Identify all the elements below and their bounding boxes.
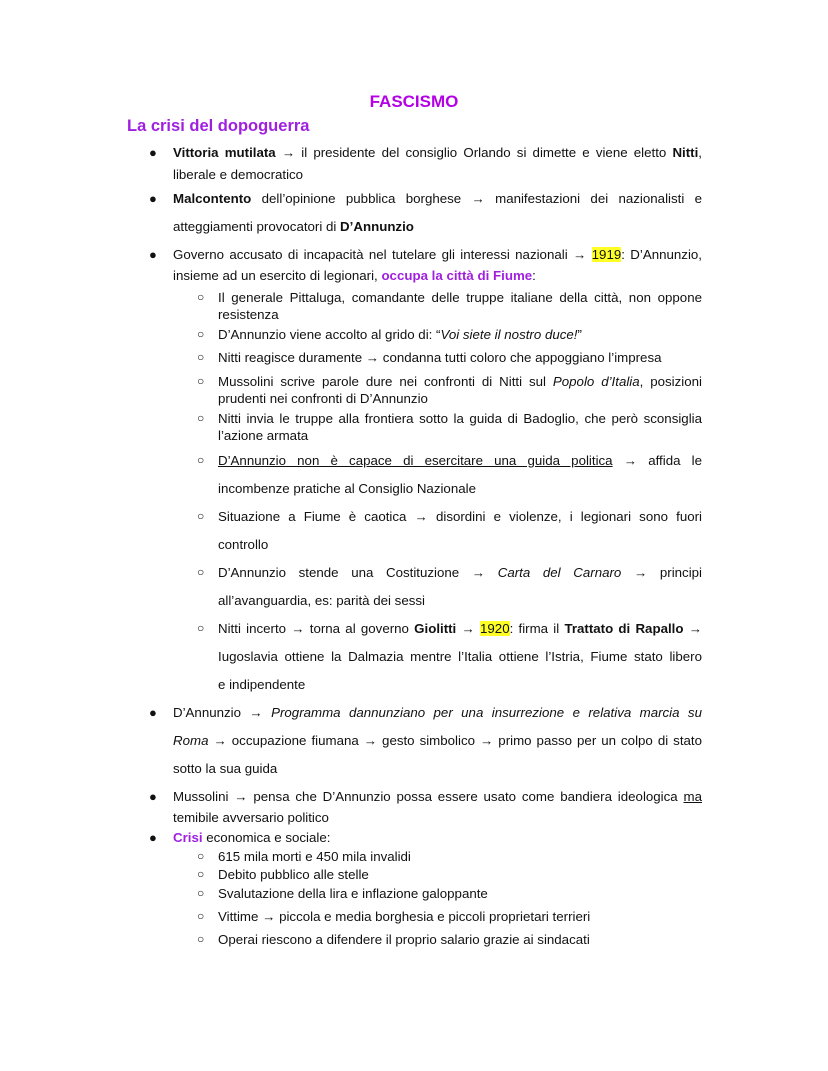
- sub-bullet-circle: ○: [197, 849, 205, 863]
- list-item: [218, 410, 702, 444]
- sub-bullet-circle: ○: [197, 350, 205, 364]
- list-item: [173, 190, 702, 235]
- list-item-line: Crisi economica e sociale:: [173, 830, 331, 845]
- list-item: [218, 908, 702, 925]
- section-title: La crisi del dopoguerra: [127, 117, 310, 135]
- sub-bullet-circle: ○: [197, 374, 205, 388]
- list-item-line: e indipendente: [218, 677, 306, 692]
- list-item-line: Mussolini → pensa che D’Annunzio possa essere usato come bandiera ideologica ma: [173, 789, 702, 804]
- list-item: [218, 452, 702, 497]
- list-item-line: D’Annunzio viene accolto al grido di: “Voi siete il nostro duce!”: [218, 327, 582, 342]
- list-item: [218, 326, 702, 343]
- list-item-line: D’Annunzio → Programma dannunziano per una insurrezione e relativa marcia su: [173, 705, 702, 720]
- highlighted-year: 1920: [480, 621, 510, 636]
- list-item-line: Nitti reagisce duramente → condanna tutti coloro che appoggiano l’impresa: [218, 350, 662, 365]
- sub-bullet-circle: ○: [197, 621, 205, 635]
- list-item-line: temibile avversario politico: [173, 810, 329, 825]
- list-item: [218, 866, 702, 883]
- list-item-line: incombenze pratiche al Consiglio Nazionale: [218, 481, 476, 496]
- bullet-dot: ●: [149, 145, 157, 160]
- list-item-line: atteggiamenti provocatori di D’Annunzio: [173, 219, 414, 234]
- sub-bullet-circle: ○: [197, 565, 205, 579]
- list-item-line: liberale e democratico: [173, 167, 304, 182]
- list-item-line: resistenza: [218, 307, 279, 322]
- list-item-line: 615 mila morti e 450 mila invalidi: [218, 849, 411, 864]
- page-title: FASCISMO: [369, 92, 459, 111]
- list-item: [218, 620, 702, 693]
- bullet-dot: ●: [149, 247, 157, 262]
- sub-bullet-circle: ○: [197, 886, 205, 900]
- sub-bullet-circle: ○: [197, 453, 205, 467]
- highlighted-year: 1919: [591, 247, 622, 262]
- list-item: [173, 144, 702, 183]
- sub-bullet-circle: ○: [197, 509, 205, 523]
- bullet-dot: ●: [149, 789, 157, 804]
- list-item-line: prudenti nei confronti di D’Annunzio: [218, 391, 428, 406]
- bullet-dot: ●: [149, 830, 157, 845]
- sub-bullet-circle: ○: [197, 411, 205, 425]
- list-item-line: Nitti invia le truppe alla frontiera sotto la guida di Badoglio, che però sconsiglia: [218, 411, 702, 426]
- list-item-line: Nitti incerto → torna al governo Giolitti → 1920: firma il Trattato di Rapallo →: [218, 621, 703, 636]
- list-item-line: D’Annunzio stende una Costituzione → Carta del Carnaro → principi: [218, 565, 702, 580]
- list-item-line: Governo accusato di incapacità nel tutelare gli interessi nazionali → 1919: D’Annunzio,: [173, 247, 702, 262]
- sub-bullet-circle: ○: [197, 290, 205, 304]
- list-item-line: Il generale Pittaluga, comandante delle truppe italiane della città, non oppone: [218, 290, 702, 305]
- list-item-line: insieme ad un esercito di legionari, occupa la città di Fiume:: [173, 268, 536, 283]
- list-item-line: Malcontento dell’opinione pubblica borghese → manifestazioni dei nazionalisti e: [173, 191, 702, 206]
- list-item: [173, 704, 702, 777]
- list-item-line: D’Annunzio non è capace di esercitare una guida politica → affida le: [218, 453, 702, 468]
- sub-bullet-circle: ○: [197, 909, 205, 923]
- sub-bullet-circle: ○: [197, 327, 205, 341]
- list-item: [173, 788, 702, 826]
- list-item-line: l’azione armata: [218, 428, 309, 443]
- list-item: [173, 246, 702, 284]
- list-item: [218, 289, 702, 323]
- list-item-line: Debito pubblico alle stelle: [218, 867, 369, 882]
- list-item-line: Svalutazione della lira e inflazione galoppante: [218, 886, 488, 901]
- list-item-line: Vittoria mutilata → il presidente del consiglio Orlando si dimette e viene eletto Nitti,: [173, 145, 702, 160]
- list-item: [218, 931, 702, 948]
- list-item-line: controllo: [218, 537, 269, 552]
- list-item-line: Vittime → piccola e media borghesia e piccoli proprietari terrieri: [218, 909, 591, 924]
- list-item-line: Operai riescono a difendere il proprio salario grazie ai sindacati: [218, 932, 590, 947]
- bullet-dot: ●: [149, 191, 157, 206]
- list-item: [218, 373, 702, 407]
- list-item-line: all’avanguardia, es: parità dei sessi: [218, 593, 425, 608]
- list-item-line: sotto la sua guida: [173, 761, 278, 776]
- list-item: [218, 349, 702, 366]
- list-item: [218, 508, 702, 553]
- sub-bullet-circle: ○: [197, 932, 205, 946]
- list-item: [218, 885, 702, 902]
- sub-bullet-circle: ○: [197, 867, 205, 881]
- list-item: [218, 848, 702, 865]
- bullet-dot: ●: [149, 705, 157, 720]
- list-item-line: Iugoslavia ottiene la Dalmazia mentre l’Italia ottiene l’Istria, Fiume stato libero: [218, 649, 702, 664]
- list-item: [218, 564, 702, 609]
- list-item-line: Mussolini scrive parole dure nei confronti di Nitti sul Popolo d’Italia, posizioni: [218, 374, 702, 389]
- list-item-line: Roma → occupazione fiumana → gesto simbolico → primo passo per un colpo di stato: [173, 733, 702, 748]
- list-item-line: Situazione a Fiume è caotica → disordini e violenze, i legionari sono fuori: [218, 509, 702, 524]
- list-item: [173, 829, 702, 846]
